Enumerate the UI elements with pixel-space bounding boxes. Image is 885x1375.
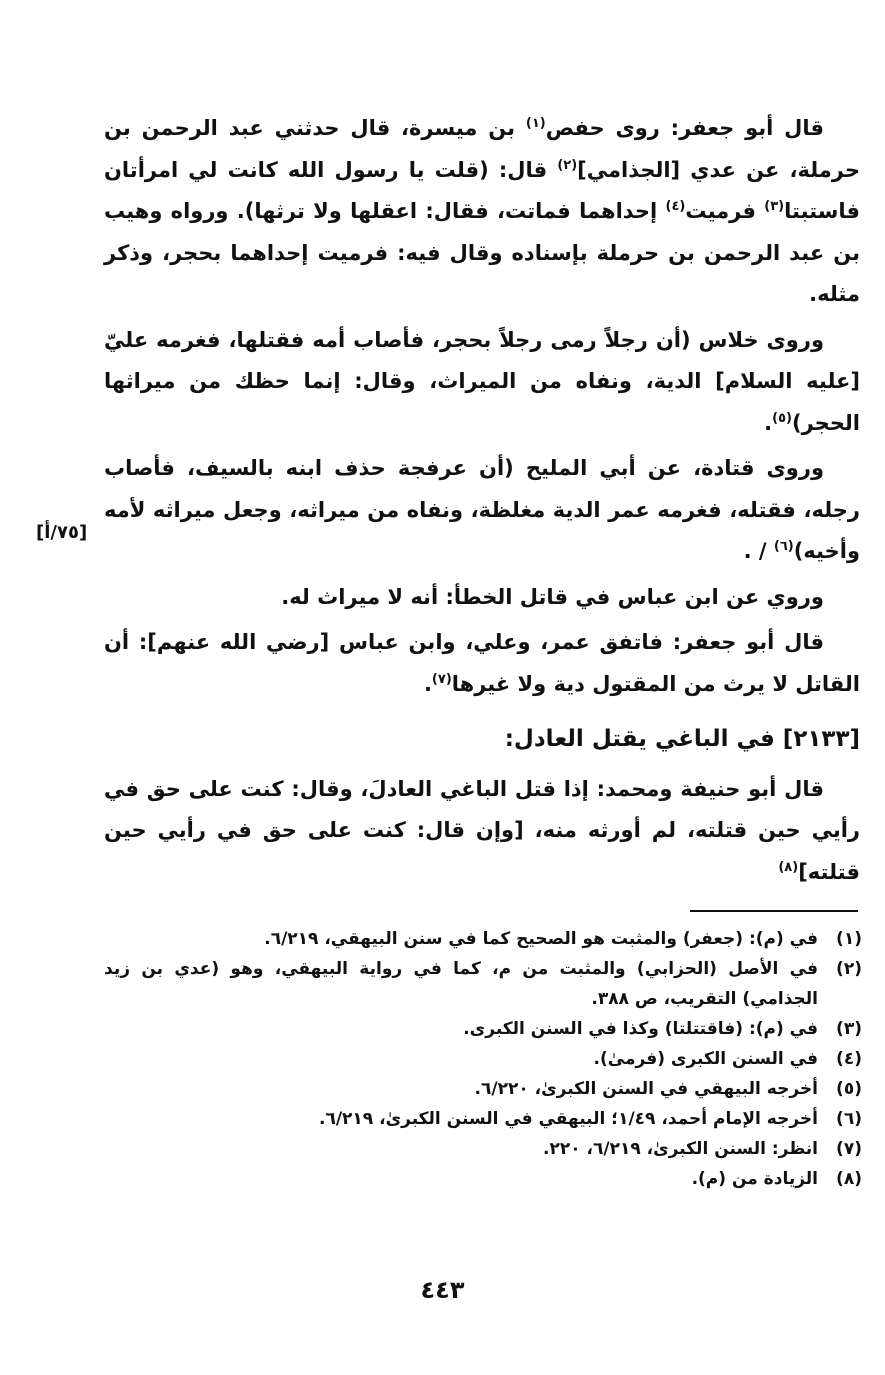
footnote-text: أخرجه البيهقي في السنن الكبرىٰ، ٦/٢٢٠. — [474, 1079, 818, 1099]
paragraph-1-text-c: قال: (قلت يا رسول الله كانت لي امرأتان فاستبتا — [104, 157, 860, 223]
paragraph-1-text-b: بن ميسرة، قال حدثني عبد الرحمن بن حرملة، عن عدي [الجذامي] — [104, 116, 861, 182]
paragraph-3 — [104, 448, 860, 573]
paragraph-3-text-b: / . — [743, 539, 774, 563]
manuscript-folio-marker: [٧٥/أ] — [36, 522, 88, 543]
footnote-item — [104, 1014, 862, 1044]
paragraph-5-text-a: قال أبو جعفر: فاتفق عمر، وعلي، وابن عباس [رضي الله عنهم]: أن القاتل لا يرث من المقتول دية ولا غيرها — [104, 630, 860, 696]
main-text — [104, 108, 860, 893]
footnote-number: (٤) — [836, 1049, 862, 1069]
footnote-number: (٥) — [836, 1079, 862, 1099]
footnote-number: (٧) — [836, 1139, 862, 1159]
paragraph-5-text-b: . — [423, 671, 432, 696]
footnote-ref-7: (٧) — [431, 671, 452, 687]
paragraph-2-text-b: . — [764, 410, 773, 435]
footnote-text: في (م): (فاقتتلتا) وكذا في السنن الكبرى. — [463, 1019, 818, 1039]
paragraph-1-text-a: قال أبو جعفر: روى حفص — [545, 116, 825, 140]
section-heading: [٢١٣٣] في الباغي يقتل العادل: — [504, 726, 860, 752]
footnote-number: (٦) — [836, 1109, 862, 1129]
footnote-number: (٨) — [836, 1169, 862, 1189]
footnote-text: الزيادة من (م). — [691, 1169, 818, 1189]
footnotes — [104, 924, 862, 1194]
footnote-item — [104, 1164, 862, 1194]
footnote-item — [104, 924, 862, 954]
footnote-text: انظر: السنن الكبرىٰ، ٦/٢١٩، ٢٢٠. — [542, 1139, 818, 1159]
paragraph-6 — [104, 769, 860, 894]
footnote-item — [104, 1044, 862, 1074]
paragraph-1 — [104, 108, 860, 316]
footnote-item — [104, 1104, 862, 1134]
footnote-ref-4: (٤) — [665, 199, 686, 214]
footnote-text: في (م): (جعفر) والمثبت هو الصحيح كما في سنن البيهقي، ٦/٢١٩. — [264, 929, 818, 949]
footnote-item — [104, 954, 862, 1014]
footnote-ref-3: (٣) — [764, 199, 785, 214]
footnote-item — [104, 1074, 862, 1104]
footnote-item — [104, 1134, 862, 1164]
paragraph-5 — [104, 622, 860, 705]
footnote-ref-1: (١) — [525, 116, 546, 131]
footnote-divider — [690, 910, 858, 912]
paragraph-3-text-a: وروى قتادة، عن أبي المليح (أن عرفجة حذف ابنه بالسيف، فأصاب رجله، فقتله، فغرمه عمر الدية مغلظة، ونفاه من ميراثه، وجعل ميراثه لأمه وأخيه) — [104, 456, 860, 563]
paragraph-1-text-e: إحداهما فماتت، فقال: اعقلها ولا ترثها). ورواه وهيب بن عبد الرحمن بن حرملة بإسناده وقال فيه: فرميت إحداهما بحجر، وذكر مثله. — [104, 199, 860, 306]
footnote-ref-2: (٢) — [557, 157, 578, 173]
footnote-number: (٢) — [836, 959, 862, 979]
paragraph-6-text-a: قال أبو حنيفة ومحمد: إذا قتل الباغي العادلَ، وقال: كنت على حق في رأيي حين قتلته، لم أورثه منه، [وإن قال: كنت على حق في رأيي حين قتلته] — [104, 776, 860, 884]
footnote-number: (٣) — [836, 1019, 862, 1039]
footnote-text: أخرجه الإمام أحمد، ١/٤٩؛ البيهقي في السنن الكبرىٰ، ٦/٢١٩. — [319, 1109, 818, 1129]
footnote-text: في السنن الكبرى (فرمىٰ). — [593, 1049, 818, 1069]
paragraph-1-text-d: فرميت — [685, 199, 765, 223]
footnote-ref-6: (٦) — [773, 539, 794, 554]
footnote-number: (١) — [836, 929, 862, 949]
footnote-ref-5: (٥) — [772, 410, 792, 426]
paragraph-4: وروي عن ابن عباس في قاتل الخطأ: أنه لا ميراث له. — [281, 584, 824, 609]
paragraph-2 — [104, 320, 860, 445]
footnote-text: في الأصل (الحزابي) والمثبت من م، كما في رواية البيهقي، وهو (عدي بن زيد الجذامي) التقريب، ص ٣٨٨. — [104, 959, 818, 1009]
footnote-ref-8: (٨) — [778, 859, 799, 875]
page-number: ٤٤٣ — [420, 1276, 465, 1304]
paragraph-2-text-a: وروى خلاس (أن رجلاً رمى رجلاً بحجر، فأصاب أمه فقتلها، فغرمه عليّ [عليه السلام] الدية، ونفاه من الميراث، وقال: إنما حظك من ميراثها الحجر) — [104, 327, 860, 435]
